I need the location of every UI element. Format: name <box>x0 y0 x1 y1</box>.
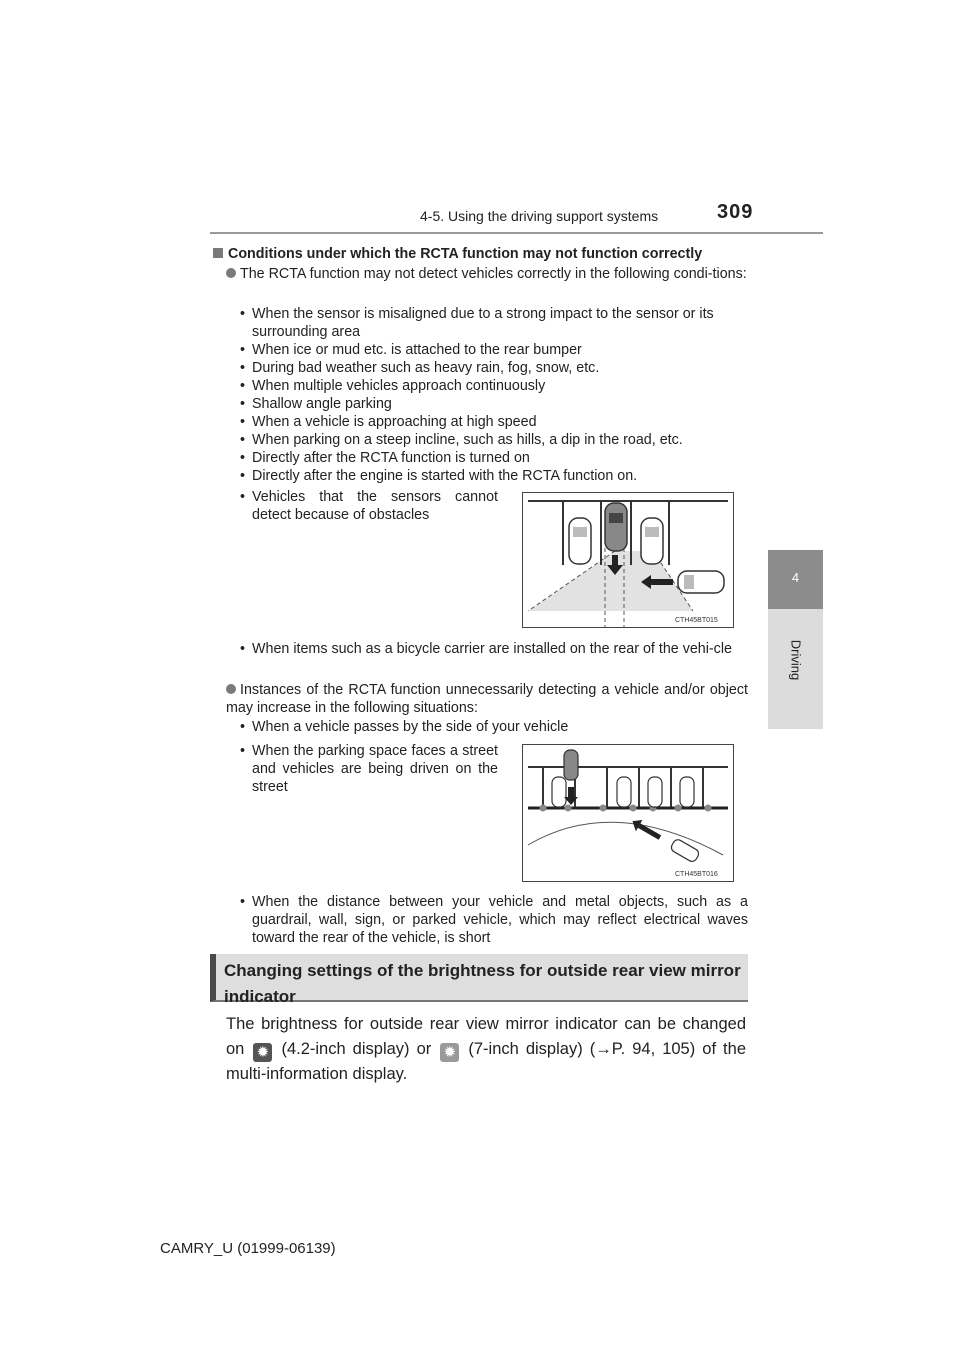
square-bullet-icon <box>213 248 223 258</box>
bullet-paragraph-2: Instances of the RCTA function unnecessarily detecting a vehicle and/or object may increase in the following situations: <box>226 682 748 716</box>
parking-diagram-1 <box>523 493 733 627</box>
list-item: • During bad weather such as heavy rain, fog, snow, etc. <box>240 359 748 377</box>
list-item: • When the sensor is misaligned due to a strong impact to the sensor or its surrounding area <box>240 305 748 341</box>
figure-list-item-2: • When items such as a bicycle carrier are installed on the rear of the vehi-cle <box>240 640 748 658</box>
page-number: 309 <box>717 201 754 223</box>
list-item: • When multiple vehicles approach continuously <box>240 377 748 395</box>
figure-list-item-3: • When the parking space faces a street and vehicles are being driven on the street <box>240 742 498 796</box>
bullet-paragraph-1: The RCTA function may not detect vehicles correctly in the following condi-tions: <box>226 265 748 283</box>
chapter-label: Driving <box>788 639 804 681</box>
list-item: • Directly after the engine is started with the RCTA function on. <box>240 467 748 485</box>
figure-list-item-1: • Vehicles that the sensors cannot detect because of obstacles <box>240 488 498 524</box>
circle-bullet-icon <box>226 684 236 694</box>
subsection-heading: Conditions under which the RCTA function may not function correctly <box>213 245 702 263</box>
false-detection-list: • When a vehicle passes by the side of your vehicle <box>240 718 748 736</box>
list-item: • Directly after the RCTA function is turned on <box>240 449 748 467</box>
section-title: Changing settings of the brightness for outside rear view mirror indicator <box>224 961 741 1006</box>
figure-list-item-4: • When the distance between your vehicle and metal objects, such as a guardrail, wall, sign, or parked vehicle, which may reflect electrical waves toward the rear of the vehicle, is short <box>240 893 748 947</box>
settings-icon: ✹ <box>440 1043 459 1062</box>
header-rule <box>210 232 823 234</box>
figure-code: CTH45BT015 <box>675 617 718 624</box>
circle-bullet-icon <box>226 268 236 278</box>
list-item: • When a vehicle is approaching at high speed <box>240 413 748 431</box>
figure-code: CTH45BT016 <box>675 871 718 878</box>
condition-list <box>240 305 748 485</box>
list-item: • When parking on a steep incline, such as hills, a dip in the road, etc. <box>240 431 748 449</box>
list-item: • Shallow angle parking <box>240 395 748 413</box>
footer-model-code: CAMRY_U (01999-06139) <box>160 1240 336 1257</box>
figure-obstructed-vehicles <box>522 492 734 628</box>
running-header-section: 4-5. Using the driving support systems <box>420 208 659 224</box>
gear-icon: ✹ <box>253 1043 272 1062</box>
parking-diagram-2 <box>523 745 733 881</box>
figure-street-parking <box>522 744 734 882</box>
section-body: The brightness for outside rear view mirror indicator can be changed on ✹ (4.2-inch display) or ✹ (7-inch display) (→P. 94, 105) of the multi-information display. <box>226 1015 746 1083</box>
list-item: • When ice or mud etc. is attached to the rear bumper <box>240 341 748 359</box>
chapter-number: 4 <box>791 570 800 585</box>
